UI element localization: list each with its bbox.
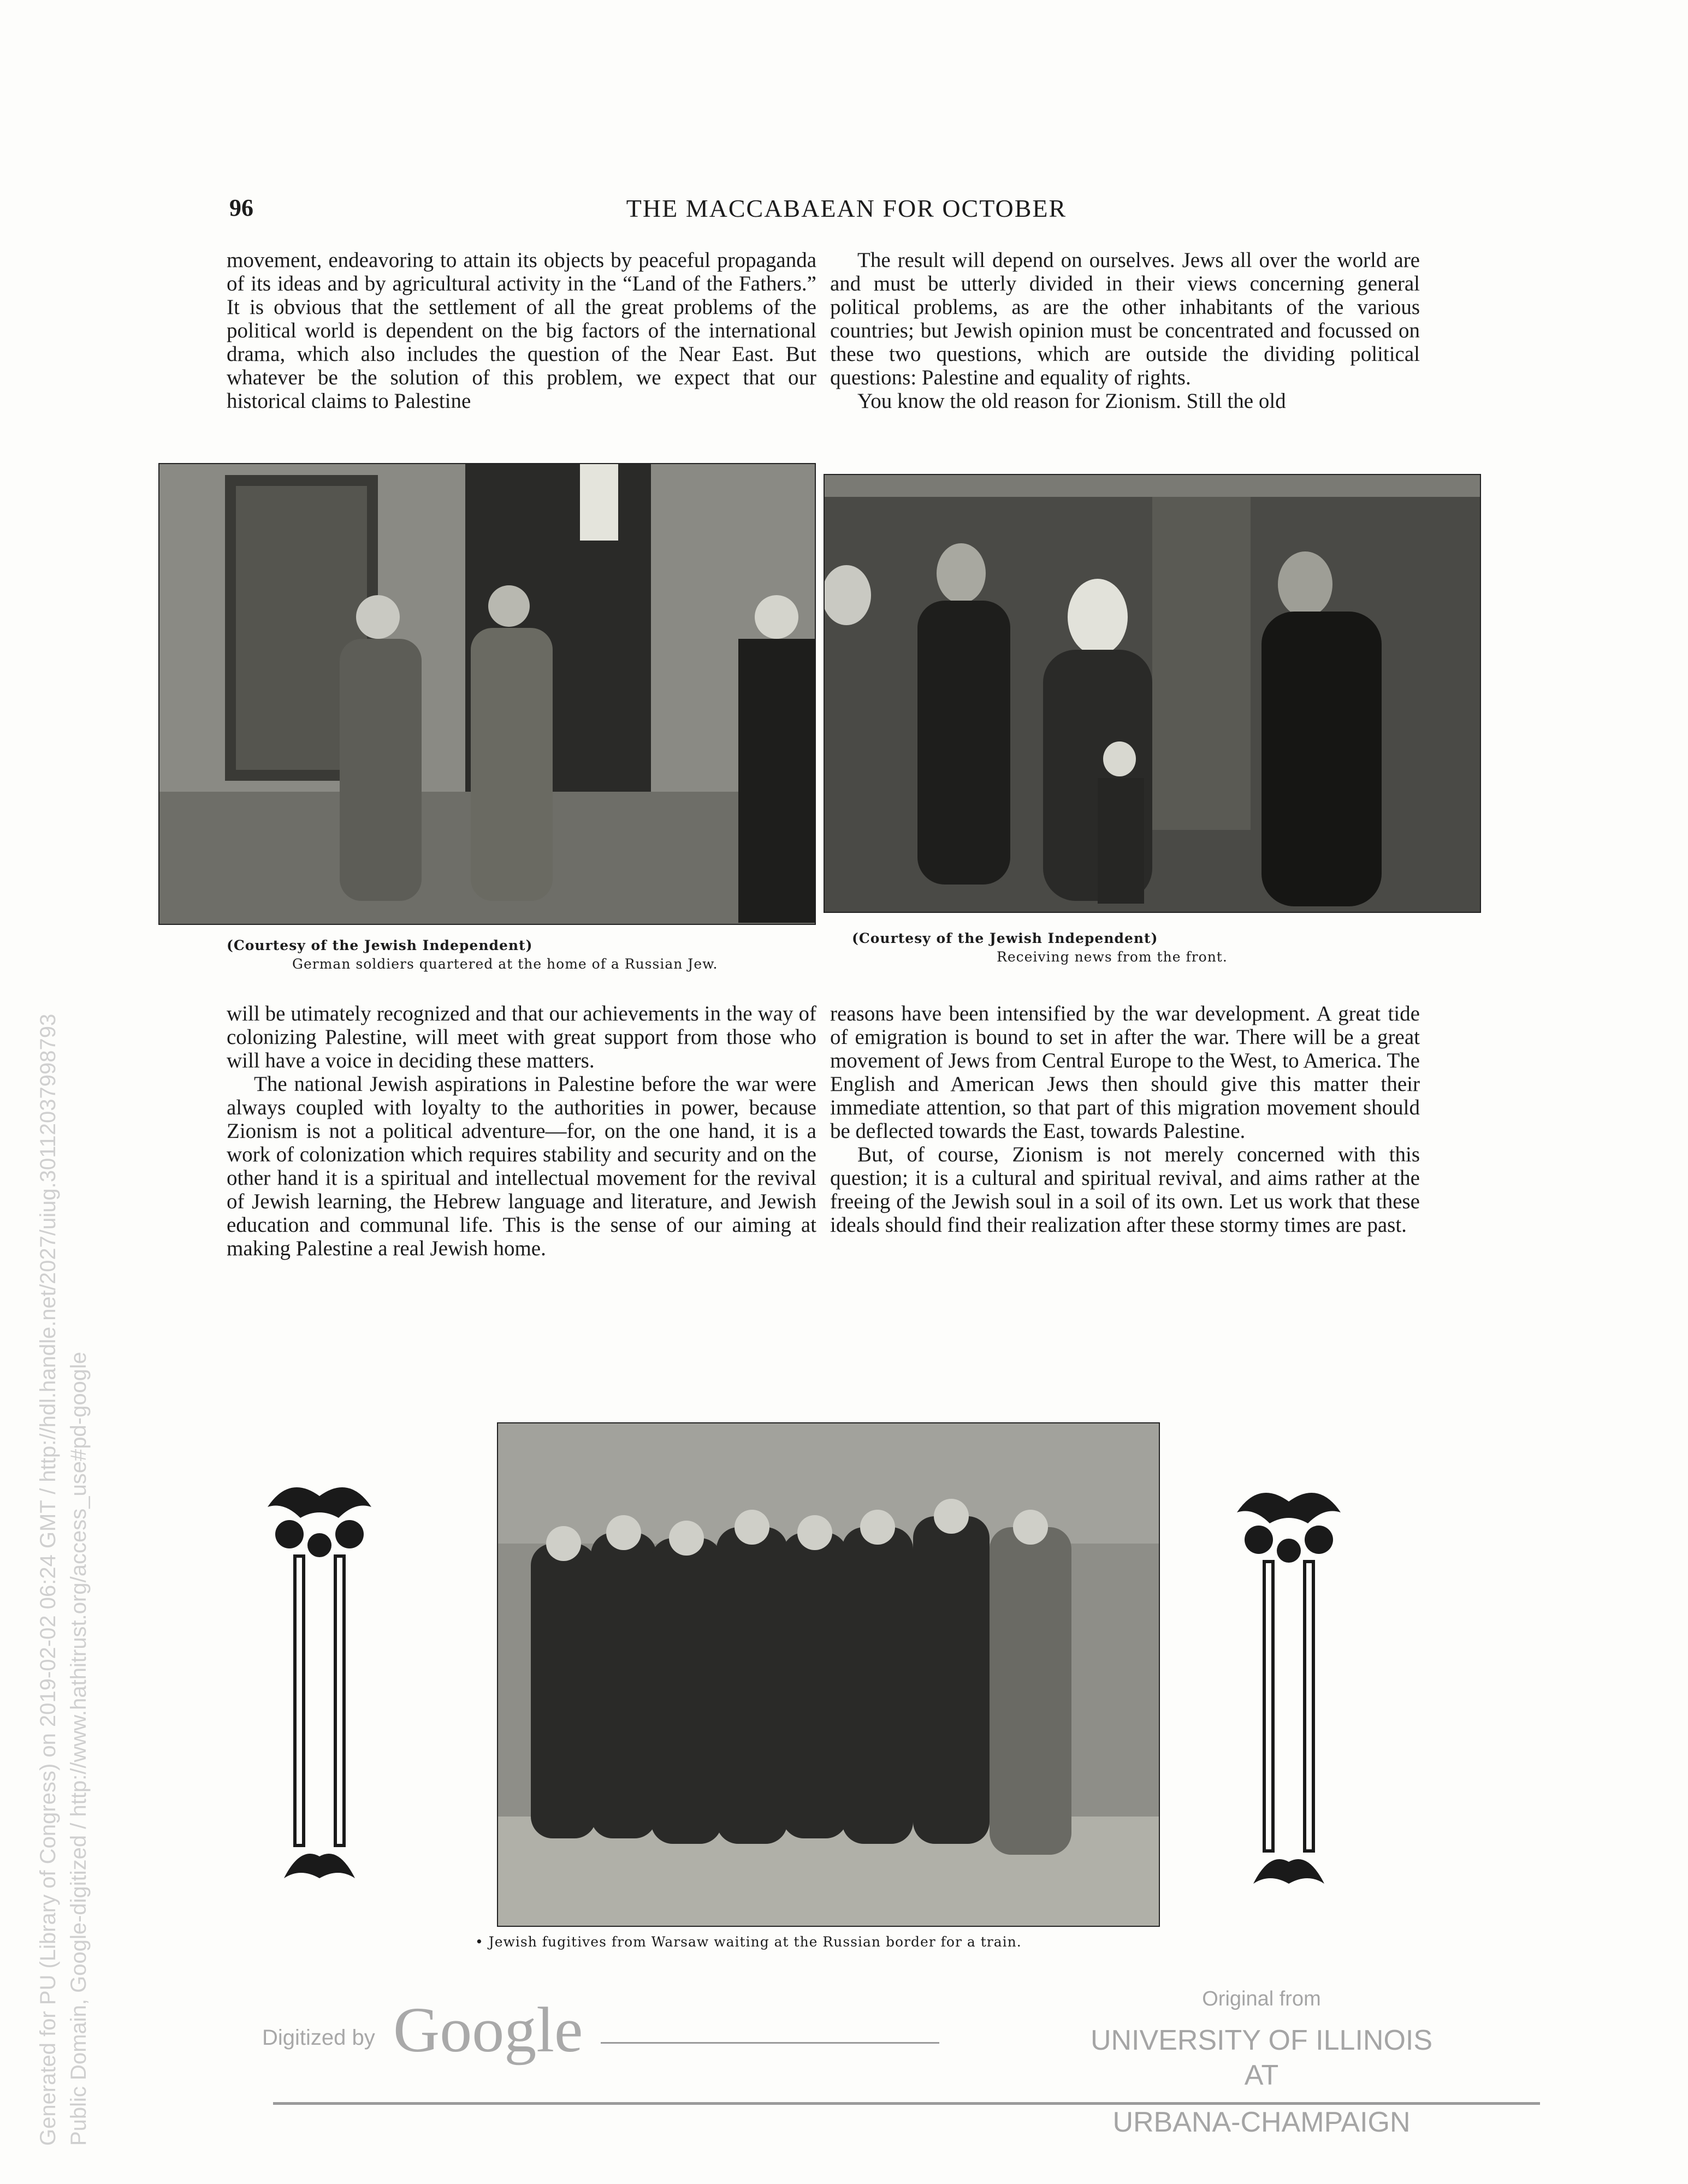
photo-receiving-news bbox=[824, 474, 1481, 913]
caption-left bbox=[227, 936, 773, 974]
bottom-right-column bbox=[830, 1002, 1420, 1237]
photo-german-soldiers bbox=[158, 463, 816, 925]
divider bbox=[601, 2042, 939, 2044]
university-line-2: URBANA-CHAMPAIGN bbox=[1112, 2106, 1411, 2138]
digitized-by-label: Digitized by bbox=[262, 2026, 375, 2050]
art-nouveau-ornament-right bbox=[1226, 1480, 1352, 1895]
university-line-1: UNIVERSITY OF ILLINOIS AT bbox=[1090, 2025, 1433, 2091]
photo-caption: Jewish fugitives from Warsaw waiting at the Russian border for a train. bbox=[488, 1934, 1022, 1950]
stamp-line-2: Public Domain, Google-digitized / http://www.hathitrust.org/access_use#pd-google bbox=[67, 1351, 91, 2146]
top-right-column bbox=[830, 248, 1420, 413]
paragraph: The national Jewish aspirations in Palestine before the war were always coupled with loyalty to the authorities in power, because Zionism is not a political adventure—for, on the one hand, it is a work of colonization which requires stability and security and on the other hand it is a spiritual and intellectual movement for the revival of Jewish learning, the Hebrew language and literature, and Jewish education and communal life. This is the sense of our aiming at making Palestine a real Jewish home. bbox=[227, 1072, 816, 1260]
art-nouveau-ornament-left bbox=[257, 1474, 382, 1889]
paragraph: But, of course, Zionism is not merely concerned with this question; it is a cultural and spiritual revival, and aims rather at the freeing of the Jewish soul in a soil of its own. Let us work that these ideals should find their realization after these stormy times are past. bbox=[830, 1143, 1420, 1237]
photo-caption: German soldiers quartered at the home of a Russian Jew. bbox=[292, 956, 718, 972]
stamp-line-1: Generated for PU (Library of Congress) on 2019-02-02 06:24 GMT / http://hdl.handle.net/2027/uiug.30112037998793 bbox=[36, 1013, 60, 2146]
caption-right bbox=[852, 929, 1398, 966]
paragraph: will be utimately recognized and that our achievements in the way of colonizing Palestine, will meet with great support from those who will have a voice in deciding these matters. bbox=[227, 1002, 816, 1072]
paragraph: reasons have been intensified by the war development. A great tide of emigration is bound to set in after the war. There will be a great movement of Jews from Central Europe to the West, to America. The English and American Jews then should give this matter their immediate attention, so that part of this migration movement should be deflected towards the East, towards Palestine. bbox=[830, 1002, 1420, 1143]
caption-bottom bbox=[475, 1933, 1185, 1951]
photo-credit: (Courtesy of the Jewish Independent) bbox=[227, 937, 533, 953]
running-head: THE MACCABAEAN FOR OCTOBER bbox=[626, 194, 1067, 222]
photo-jewish-fugitives bbox=[497, 1422, 1160, 1927]
paragraph: movement, endeavoring to attain its objects by peaceful propaganda of its ideas and by agricultural activity in the “Land of the Fathers.” It is obvious that the settlement of all the great problems of the political world is dependent on the big factors of the international drama, which also includes the question of the Near East. But whatever be the solution of this problem, we expect that our historical claims to Palestine bbox=[227, 248, 816, 413]
paragraph: You know the old reason for Zionism. Still the old bbox=[857, 389, 1286, 413]
original-from-label: Original from bbox=[1202, 1987, 1321, 2010]
photo-caption: Receiving news from the front. bbox=[997, 949, 1228, 965]
original-from-block bbox=[1070, 1987, 1453, 2140]
page-number: 96 bbox=[229, 194, 253, 221]
bullet-icon: • bbox=[475, 1934, 489, 1950]
google-logo: Google bbox=[393, 1994, 583, 2066]
hathitrust-stamp bbox=[33, 1014, 94, 2146]
photo-credit: (Courtesy of the Jewish Independent) bbox=[852, 930, 1158, 946]
bottom-left-column bbox=[227, 1002, 816, 1260]
paragraph: The result will depend on ourselves. Jews all over the world are and must be utterly divided in their views concerning general political problems, as are the other inhabitants of the various countries; but Jewish opinion must be concentrated and focussed on these two questions, which are outside the dividing political questions: Palestine and equality of rights. bbox=[830, 248, 1420, 389]
top-left-column bbox=[227, 248, 816, 413]
